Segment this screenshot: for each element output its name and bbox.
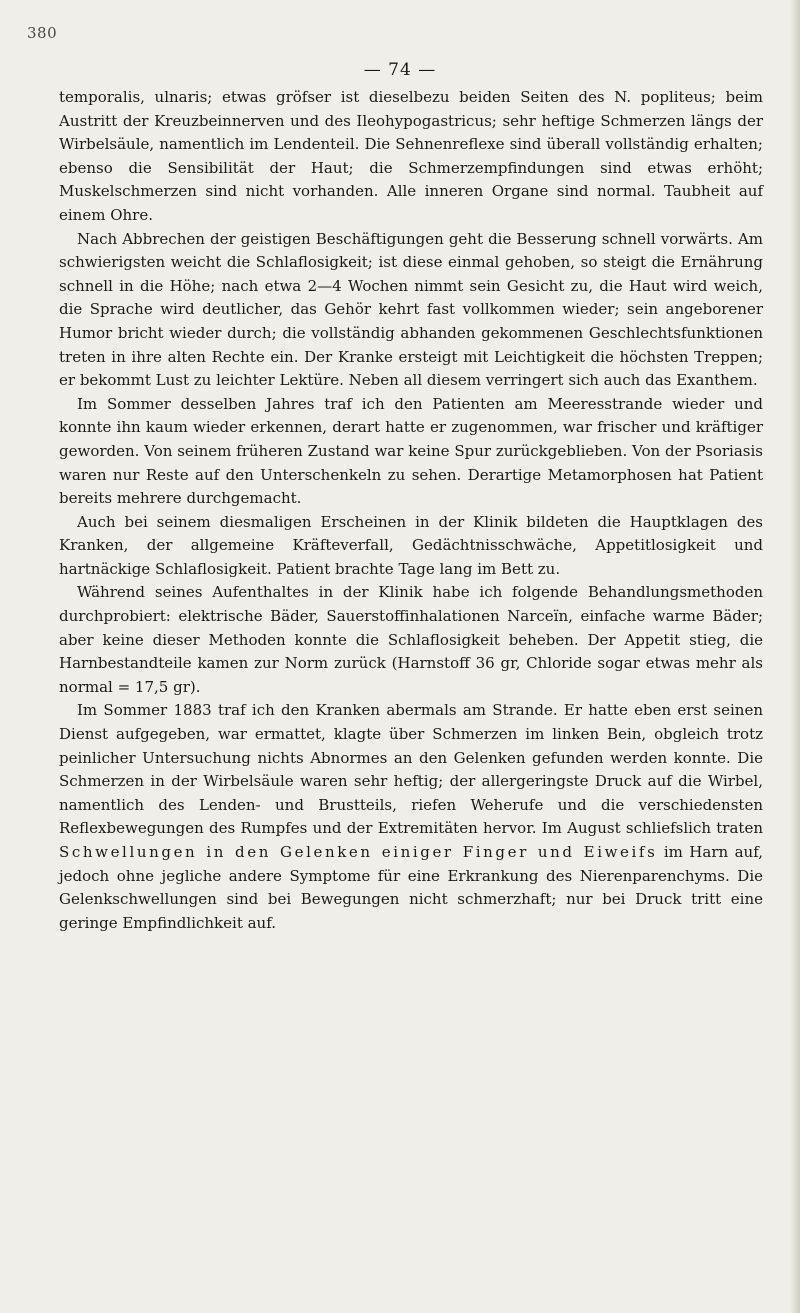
- paragraph-3: Im Sommer desselben Jahres traf ich den Patienten am Meeresstrande wieder und konnte ihn kaum wieder erkennen, derart hatte er zugenommen, war frischer und kräftiger geworden. Von seinem früheren Zustand war keine Spur zurückgeblieben. Von der Psoriasis waren nur Reste auf den Unterschenkeln zu sehen. Derartige Metamorphosen hat Patient bereits mehrere durchgemacht.: [59, 394, 763, 508]
- paragraph-4: Auch bei seinem diesmaligen Erscheinen in der Klinik bildeten die Hauptklagen des Kranken, der allgemeine Kräfteverfall, Gedächtnisschwäche, Appetitlosigkeit und hartnäckige Schlaflosigkeit. Patient brachte Tage lang im Bett zu.: [59, 512, 763, 578]
- page-number: — 74 —: [363, 60, 437, 80]
- paragraph-5: Während seines Aufenthaltes in der Klinik habe ich folgende Behandlungsmethoden durchprobiert: elektrische Bäder, Sauerstoffinhalationen Narceïn, einfache warme Bäder; aber keine dieser Methoden konnte die Schlaflosigkeit beheben. Der Appetit stieg, die Harnbestandteile kamen zur Norm zurück (Harnstoff 36 gr, Chloride sogar etwas mehr als normal = 17,5 gr).: [59, 583, 763, 696]
- folio-number: 380: [27, 24, 58, 42]
- page-edge-shadow: [790, 0, 800, 1313]
- paragraph-6-start: Im Sommer 1883 traf ich den Kranken abermals am Strande. Er hatte eben erst seinen Dienst aufgegeben, war ermattet, klagte über Schmerzen im linken Bein, obgleich trotz peinlicher Untersuchung nichts Abnormes an den Gelenken gefunden werden konnte. Die Schmerzen in der Wirbelsäule waren sehr heftig; der allergeringste Druck auf die Wirbel, namentlich des Lenden- und Brustteils, riefen Weherufe und die verschiedensten Reflexbewegungen des Rumpfes und der Extremitäten hervor. Im August schliefslich traten: [59, 701, 763, 838]
- paragraph-6-end: im Harn auf, jedoch ohne jegliche andere Symptome für eine Erkrankung des Nierenparenchyms. Die Gelenkschwellungen sind bei Bewegungen nicht schmerzhaft; nur bei Druck tritt eine geringe Empfindlichkeit auf.: [59, 843, 763, 932]
- emphasized-spaced-text: Schwellungen in den Gelenken einiger Finger und Eiweifs: [59, 843, 658, 861]
- paragraph-1: temporalis, ulnaris; etwas gröfser ist dieselbezu beiden Seiten des N. popliteus; beim Austritt der Kreuzbeinnerven und des Ileohypogastricus; sehr heftige Schmerzen längs der Wirbelsäule, namentlich im Lendenteil. Die Sehnenreflexe sind überall vollständig erhalten; ebenso die Sensibilität der Haut; die Schmerzempfindungen sind etwas erhöht; Muskelschmerzen sind nicht vorhanden. Alle inneren Organe sind normal. Taubheit auf einem Ohre.: [59, 88, 763, 224]
- paragraph-6: [59, 699, 763, 935]
- paragraph-2: Nach Abbrechen der geistigen Beschäftigungen geht die Besserung schnell vorwärts. Am schwierigsten weicht die Schlaflosigkeit; ist diese einmal gehoben, so steigt die Ernährung schnell in die Höhe; nach etwa 2—4 Wochen nimmt sein Gesicht zu, die Haut wird weich, die Sprache wird deutlicher, das Gehör kehrt fast vollkommen wieder; sein angeborener Humor bricht wieder durch; die vollständig abhanden gekommenen Geschlechtsfunktionen treten in ihre alten Rechte ein. Der Kranke ersteigt mit Leichtigkeit die höchsten Treppen; er bekommt Lust zu leichter Lektüre. Neben all diesem verringert sich auch das Exanthem.: [59, 229, 763, 390]
- body-text: [59, 86, 763, 935]
